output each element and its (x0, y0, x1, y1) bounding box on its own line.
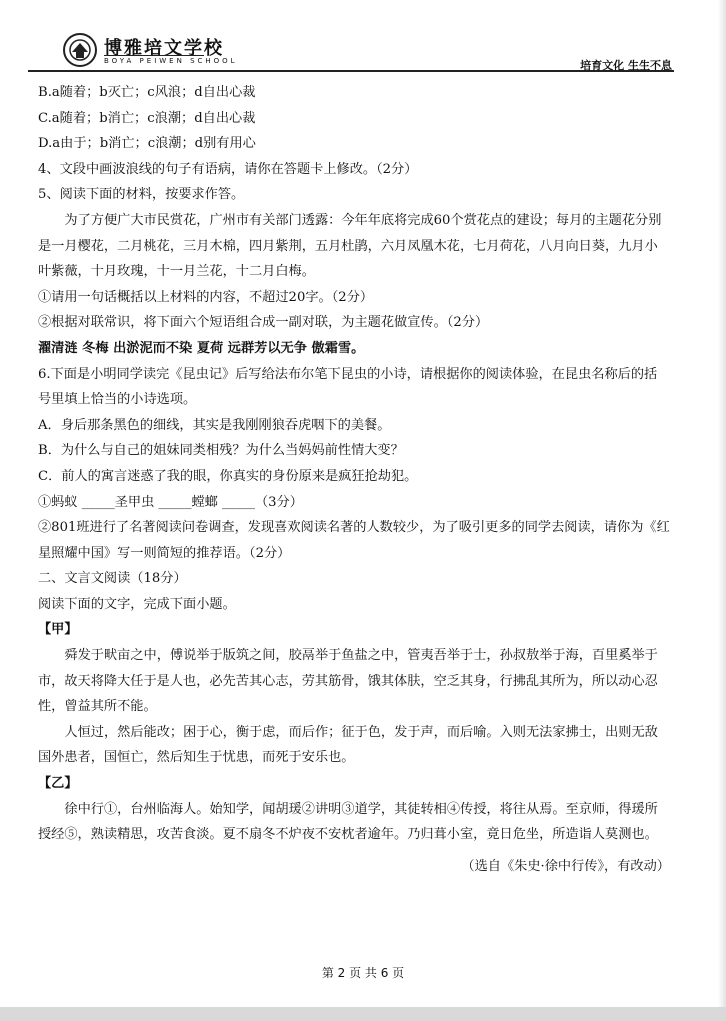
page-number: 第 2 页 共 6 页 (321, 966, 405, 980)
option-c: C.a随着；b消亡；c浪潮；d自出心裁 (38, 110, 256, 126)
material-paragraph: 为了方便广大市民赏花，广州市有关部门透露：今年年底将完成60个赏花点的建设；每月的主题花分别是一月樱花，二月桃花，三月木棉，四月紫荆，五月杜鹃，六月凤凰木花，七月荷花，八月向日葵，九月小叶紫薇，十月玫瑰，十一月兰花，十二月白梅。 (38, 212, 662, 280)
passage-jia-paragraph-1: 舜发于畎亩之中，傅说举于版筑之间，胶鬲举于鱼盐之中，管夷吾举于士，孙叔敖举于海，百里奚举于市，故天将降大任于是人也，必先苦其心志，劳其筋骨，饿其体肤，空乏其身，行拂乱其所为，所以动心忍性，曾益其所不能。 (38, 648, 658, 715)
poem-option-b: B．为什么与自己的姐妹同类相残？为什么当妈妈前性情大变？ (38, 443, 404, 459)
passage-source: （选自《朱史·徐中行传》，有改动） (461, 858, 670, 874)
scan-edge-shadow (718, 0, 726, 1021)
header-divider (104, 55, 204, 56)
question-6-2: ②801班进行了名著阅读问卷调查，发现喜欢阅读名著的人数较少，为了吸引更多的同学去阅读，请你为《红星照耀中国》写一则简短的推荐语。（2分） (38, 520, 670, 561)
question-6-1: ①蚂蚁 _____圣甲虫 _____螳螂 _____（3分） (38, 494, 303, 510)
school-name: 博雅培文学校 (104, 38, 224, 59)
question-4: 4、文段中画波浪线的句子有语病，请你在答题卡上修改。（2分） (38, 161, 418, 177)
scan-bottom-margin (0, 1007, 726, 1021)
question-5: 5、阅读下面的材料，按要求作答。 (38, 187, 245, 203)
question-5-1: ①请用一句话概括以上材料的内容，不超过20字。（2分） (38, 289, 374, 305)
page-header (28, 30, 674, 72)
section-2-instruction: 阅读下面的文字，完成下面小题。 (38, 596, 236, 612)
school-name-english: BOYA PEIWEN SCHOOL (104, 57, 238, 65)
passage-jia-paragraph-2: 人恒过，然后能改；困于心，衡于虑，而后作；征于色，发于声，而后喻。入则无法家拂士，出则无敌国外患者，国恒亡，然后知生于忧患，而死于安乐也。 (38, 724, 658, 766)
poem-option-a: A．身后那条黑色的细线，其实是我刚刚狼吞虎咽下的美餐。 (38, 417, 391, 433)
passage-yi-label: 【乙】 (38, 776, 78, 792)
school-motto: 培育文化 生生不息 (580, 59, 672, 72)
poem-option-c: C．前人的寓言迷惑了我的眼，你真实的身份原来是疯狂抢劫犯。 (38, 468, 418, 484)
question-6: 6.下面是小明同学读完《昆虫记》后写给法布尔笔下昆虫的小诗，请根据你的阅读体验，在昆虫名称后的括号里填上恰当的小诗选项。 (38, 366, 658, 408)
option-b: B.a随着；b灭亡；c风浪；d自出心裁 (38, 85, 256, 100)
section-2-title: 二、文言文阅读（18分） (38, 571, 187, 587)
passage-jia-label: 【甲】 (38, 622, 78, 638)
page-body (38, 80, 670, 879)
school-seal-icon (62, 32, 98, 68)
option-d: D.a由于；b消亡；c浪潮；d别有用心 (38, 136, 256, 152)
passage-yi-paragraph: 徐中行①，台州临海人。始知学，闻胡瑗②讲明③道学，其徒转相④传授，将往从焉。至京师，得瑗所授经⑤，熟读精思，攻苦食淡。夏不扇冬不炉夜不安枕者逾年。乃归葺小室，竟日危坐，所造诣人莫测也。 (38, 801, 658, 843)
couplet-phrases: 濯清涟 冬梅 出淤泥而不染 夏荷 远群芳以无争 傲霜雪。 (38, 340, 365, 356)
question-5-2: ②根据对联常识，将下面六个短语组合成一副对联，为主题花做宣传。（2分） (38, 315, 489, 331)
